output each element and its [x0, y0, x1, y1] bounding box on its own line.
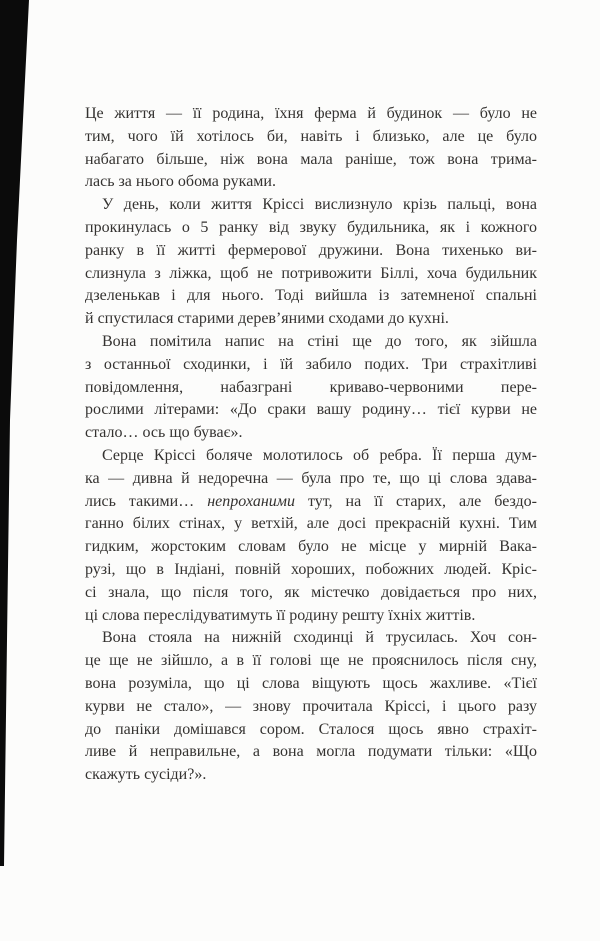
paragraph	[85, 103, 537, 194]
paragraph	[85, 627, 537, 787]
text-line	[85, 491, 537, 514]
text-line: набагато більше, ніж вона мала раніше, тож вона трима-	[85, 150, 537, 168]
text-line: тим, чого їй хотілось би, навіть і близько, але це було	[85, 127, 537, 145]
text-line: рослими літерами: «До сраки вашу родину… тієї курви не	[85, 401, 537, 419]
text-line: вона розуміла, що ці слова віщують щось жахливе. «Тієї	[85, 674, 537, 692]
text-line: ці слова переслідуватимуть її родину решту їхніх життів.	[85, 606, 476, 624]
text-block	[85, 103, 537, 787]
text-line: дзеленькав і для нього. Тоді вийшла із затемненої спальні	[85, 287, 537, 305]
text-line: сі знала, що після того, як містечко довідається про них,	[85, 583, 537, 601]
text-segment: тут, на її старих, але бездо-	[294, 492, 537, 510]
text-line: стало… ось що буває».	[85, 424, 243, 442]
text-line: до паніки домішався сором. Сталося щось явно страхіт-	[85, 720, 537, 738]
text-line: з останньої сходинки, і їй забило подих. Три страхітливі	[85, 355, 537, 373]
text-line: ливе й неправильне, а вона могла подумати тільки: «Що	[85, 743, 537, 761]
text-line: У день, коли життя Кріссі вислизнуло крізь пальці, вона	[102, 196, 537, 214]
text-line: слизнула з ліжка, щоб не потривожити Біллі, хоча будильник	[85, 264, 537, 282]
text-line: курви не стало», — знову прочитала Кріссі, і цього разу	[85, 697, 537, 715]
text-line: ганно білих стінах, у ветхій, але досі прекрасній кухні. Тим	[85, 515, 537, 533]
page-edge-shape	[0, 0, 29, 866]
text-line: лась за нього обома руками.	[85, 173, 276, 191]
italic-word: непроханими	[207, 492, 295, 510]
text-line: Це життя — її родина, їхня ферма й будинок — було не	[85, 105, 537, 122]
text-line: Серце Кріссі боляче молотилось об ребра. Її перша дум-	[102, 446, 537, 464]
text-segment: лись такими…	[85, 492, 208, 510]
text-line: скажуть сусіди?».	[85, 766, 207, 784]
text-line: повідомлення, набазграні криваво-червоними пере-	[85, 378, 537, 396]
paragraph	[85, 331, 537, 445]
text-line: гидким, жорстоким словам було не місце у мирній Вака-	[85, 538, 537, 556]
text-line: це ще не зійшло, а в її голові ще не прояснилось після сну,	[85, 652, 537, 670]
text-line: рузі, що в Індіані, повній хороших, побожних людей. Кріс-	[85, 560, 537, 578]
text-line: ранку в її житті фермерової дружини. Вона тихенько ви-	[85, 241, 537, 259]
text-line: Вона стояла на нижній сходинці й трусилась. Хоч сон-	[102, 629, 537, 647]
paragraph	[85, 445, 537, 627]
text-line: прокинулась о 5 ранку від звуку будильника, як і кожного	[85, 218, 537, 236]
text-line: Вона помітила напис на стіні ще до того, як зійшла	[102, 332, 537, 350]
page-edge-shadow	[0, 0, 36, 880]
paragraph	[85, 194, 537, 331]
text-line: ка — дивна й недоречна — була про те, що ці слова здава-	[85, 469, 537, 487]
text-line: й спустилася старими дерев’яними сходами до кухні.	[85, 310, 449, 328]
